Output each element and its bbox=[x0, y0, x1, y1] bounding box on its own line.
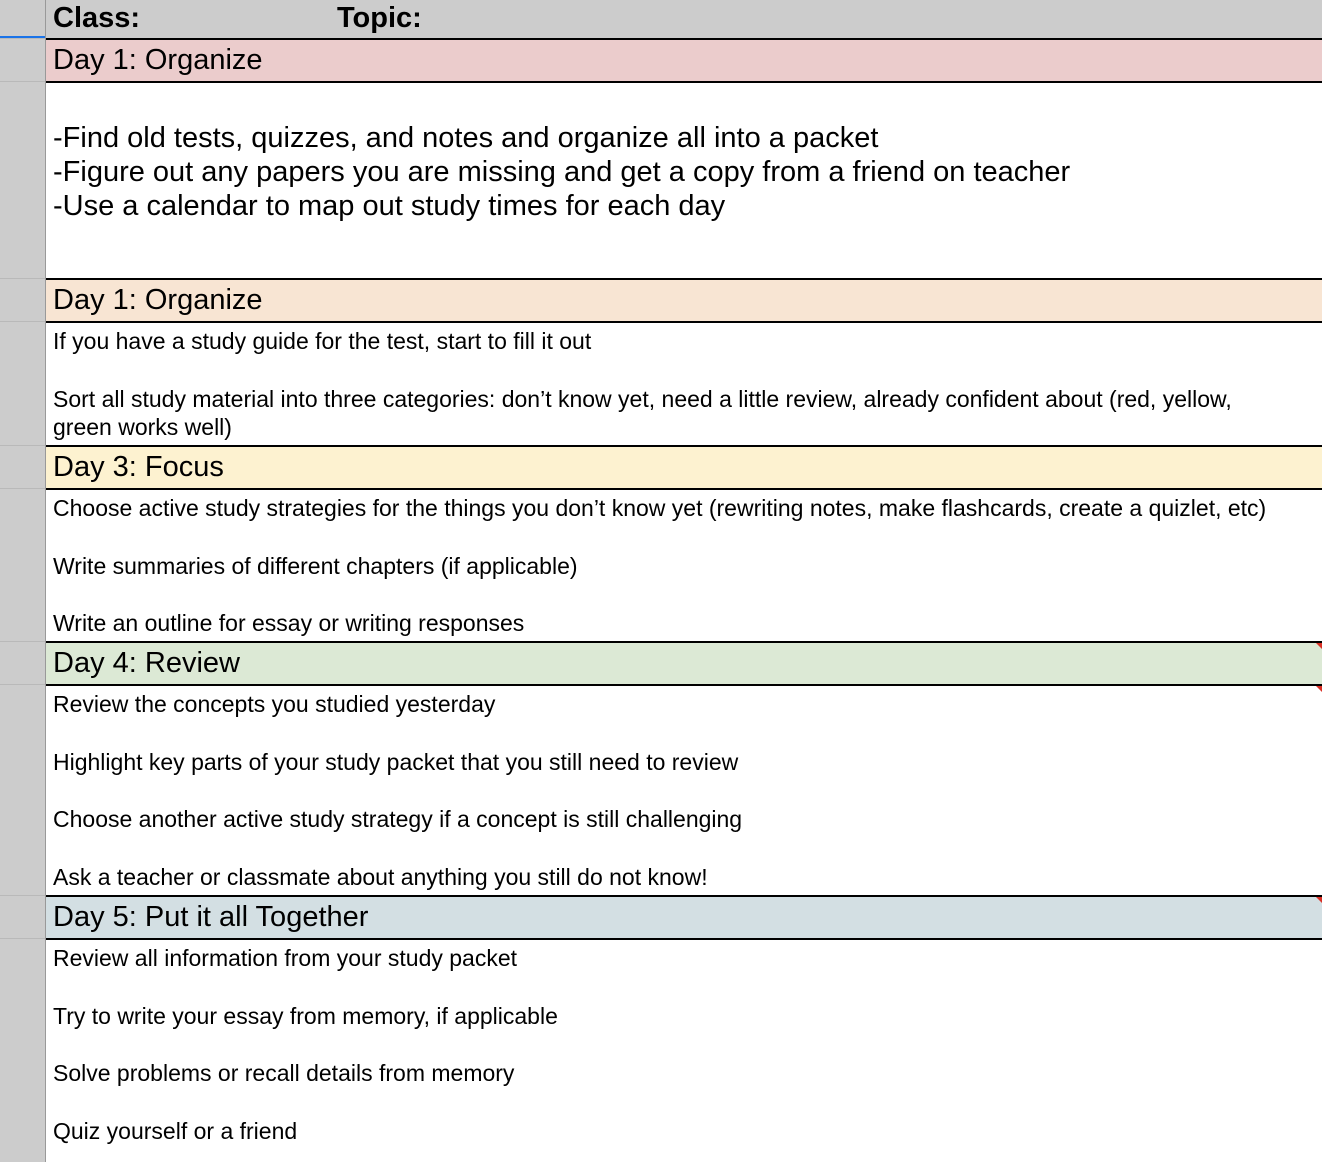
task-line: Solve problems or recall details from memory bbox=[53, 1060, 515, 1086]
task-line: Choose another active study strategy if a concept is still challenging bbox=[53, 806, 743, 832]
day-1-organize-header-2[interactable] bbox=[46, 280, 1322, 323]
task-line: Quiz yourself or a friend bbox=[53, 1118, 298, 1144]
section-title: Day 4: Review bbox=[53, 647, 240, 679]
day-4-review-header[interactable] bbox=[46, 643, 1322, 686]
task-line: Highlight key parts of your study packet that you still need to review bbox=[53, 749, 739, 775]
row-separator bbox=[0, 641, 45, 642]
task-line: Write summaries of different chapters (if applicable) bbox=[53, 553, 578, 579]
row-separator bbox=[0, 895, 45, 896]
row-separator bbox=[0, 321, 45, 322]
comment-indicator-icon[interactable] bbox=[1316, 897, 1322, 903]
class-label: Class: bbox=[53, 2, 141, 34]
task-line: Try to write your essay from memory, if applicable bbox=[53, 1003, 558, 1029]
task-line: Sort all study material into three categories: don’t know yet, need a little review, already confident about (red, yellow, bbox=[53, 386, 1232, 412]
task-line: Choose active study strategies for the things you don’t know yet (rewriting notes, make flashcards, create a quizlet, etc) bbox=[53, 495, 1267, 521]
section-title: Day 1: Organize bbox=[53, 44, 263, 76]
day-5-put-it-all-together-header[interactable] bbox=[46, 897, 1322, 940]
section-title: Day 3: Focus bbox=[53, 451, 224, 483]
day-5-put-it-all-together-tasks[interactable] bbox=[46, 940, 1322, 1162]
topic-label: Topic: bbox=[337, 2, 422, 34]
row-separator bbox=[0, 81, 45, 82]
day-1-organize-header[interactable] bbox=[46, 40, 1322, 83]
row-separator bbox=[0, 488, 45, 489]
task-line: -Figure out any papers you are missing and get a copy from a friend on teacher bbox=[53, 156, 1071, 188]
row-separator bbox=[0, 445, 45, 446]
header-row[interactable] bbox=[46, 0, 1322, 40]
comment-indicator-icon[interactable] bbox=[1316, 686, 1322, 692]
task-line: green works well) bbox=[53, 414, 232, 440]
day-3-focus-tasks[interactable] bbox=[46, 490, 1322, 643]
task-line: Write an outline for essay or writing responses bbox=[53, 610, 525, 636]
task-line: If you have a study guide for the test, start to fill it out bbox=[53, 328, 592, 354]
comment-indicator-icon[interactable] bbox=[1316, 643, 1322, 649]
task-line: -Use a calendar to map out study times for each day bbox=[53, 190, 726, 222]
section-title: Day 5: Put it all Together bbox=[53, 901, 369, 933]
row-header-column[interactable] bbox=[0, 0, 46, 1162]
day-4-review-tasks[interactable] bbox=[46, 686, 1322, 897]
section-title: Day 1: Organize bbox=[53, 284, 263, 316]
task-line: Review all information from your study packet bbox=[53, 945, 518, 971]
row-separator bbox=[0, 684, 45, 685]
row-separator bbox=[0, 38, 45, 39]
day-3-focus-header[interactable] bbox=[46, 447, 1322, 490]
day-1-organize-tasks[interactable] bbox=[46, 83, 1322, 280]
row-separator bbox=[0, 938, 45, 939]
task-line: Ask a teacher or classmate about anything you still do not know! bbox=[53, 864, 708, 890]
selection-indicator bbox=[0, 36, 45, 38]
task-line: -Find old tests, quizzes, and notes and organize all into a packet bbox=[53, 122, 879, 154]
row-separator bbox=[0, 278, 45, 279]
task-line: Review the concepts you studied yesterday bbox=[53, 691, 496, 717]
day-1-organize-tasks-2[interactable] bbox=[46, 323, 1322, 447]
